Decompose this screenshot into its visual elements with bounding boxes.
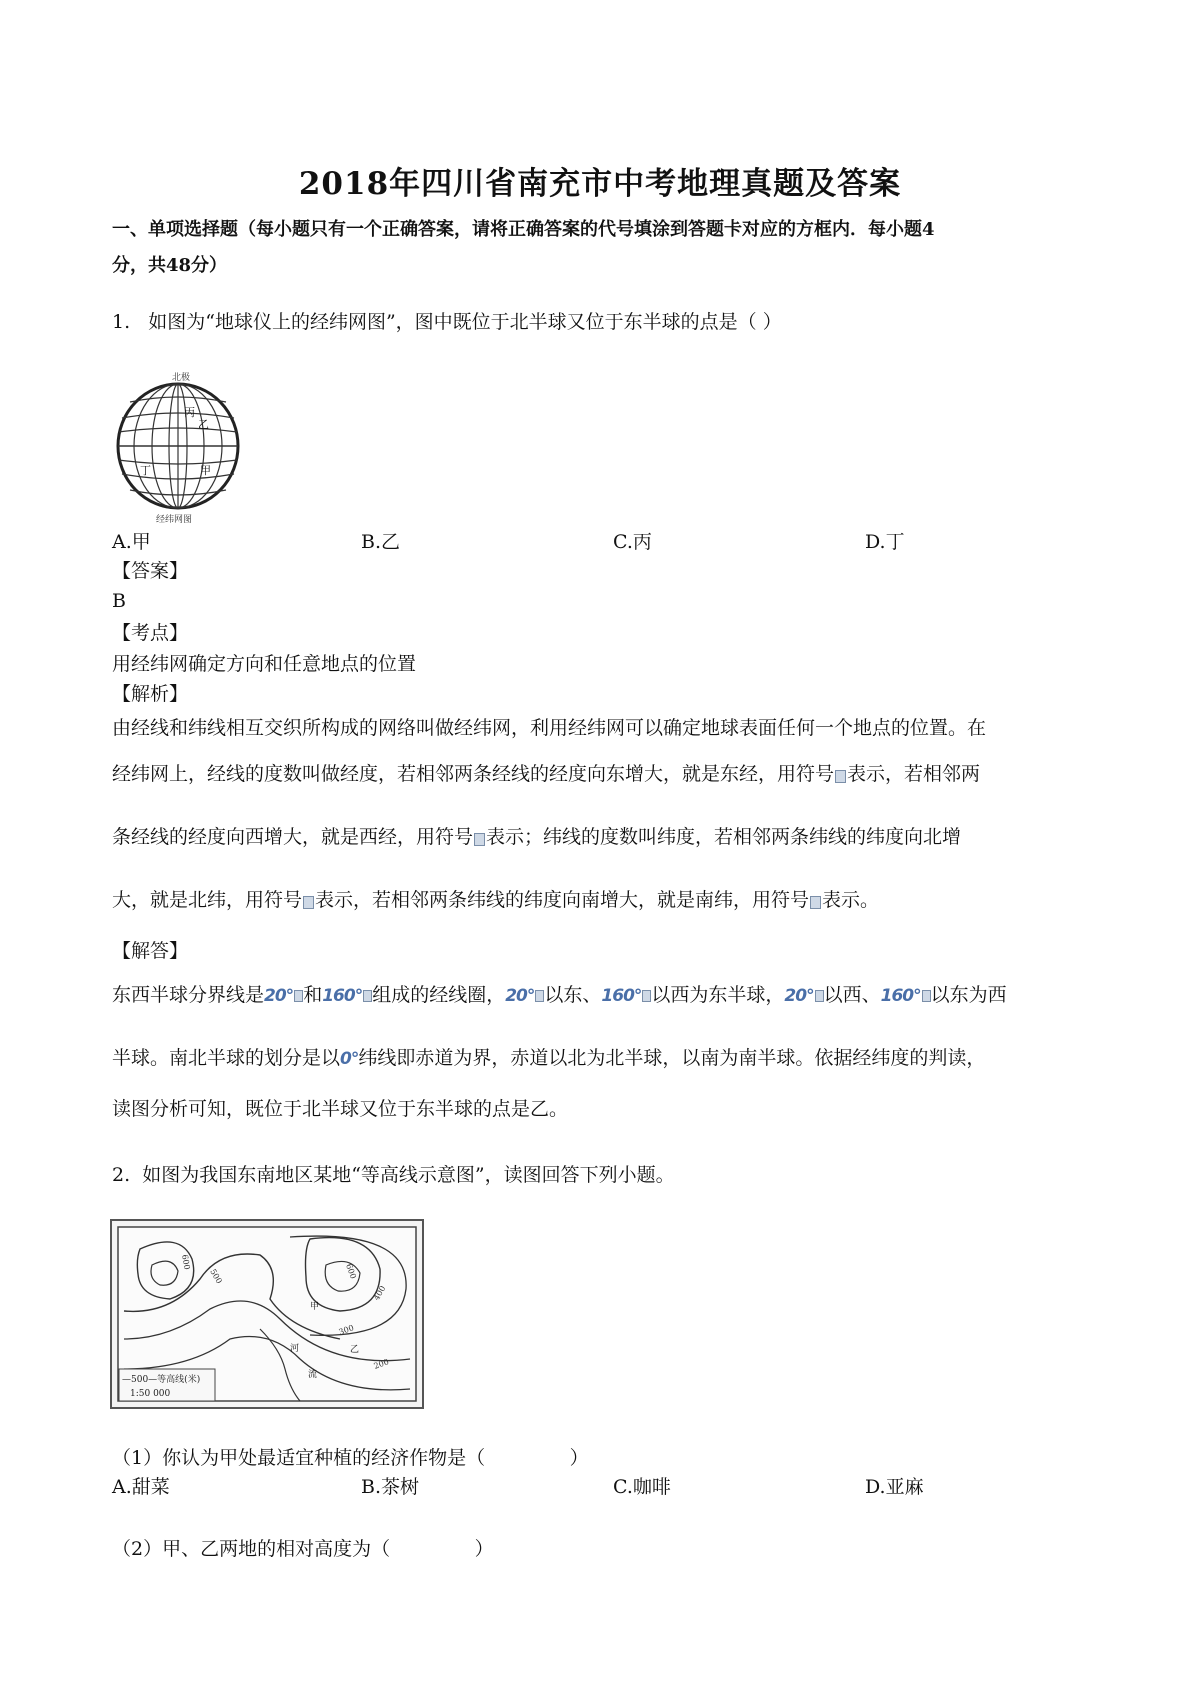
globe-label-ding: 丁 — [140, 464, 151, 477]
east-longitude-symbol-icon — [835, 770, 846, 783]
section-heading-line2: 分，共48分） — [112, 255, 228, 276]
q2-sub1-option-c: C.咖啡 — [613, 1476, 671, 1498]
q1-analysis-line3: 条经线的经度向西增大，就是西经，用符号 表示；纬线的度数叫纬度，若相邻两条纬线的纬度向北增 — [112, 826, 962, 848]
south-latitude-symbol-icon — [810, 896, 821, 909]
q1-analysis-line4: 大，就是北纬，用符号 表示，若相邻两条纬线的纬度向南增大，就是南纬，用符号 表示。 — [112, 889, 880, 911]
q1-option-d: D.丁 — [865, 531, 905, 553]
q2-stem: 2. 如图为我国东南地区某地“等高线示意图”，读图回答下列小题。 — [112, 1164, 675, 1186]
q1-solution-line3: 读图分析可知，既位于北半球又位于东半球的点是乙。 — [112, 1098, 569, 1120]
deg-160e-icon: 160° — [881, 986, 931, 1006]
section-heading-line1: 一、单项选择题（每小题只有一个正确答案，请将正确答案的代号填涂到答题卡对应的方框内．每小题4 — [112, 219, 935, 240]
q2-sub1-option-b: B.茶树 — [361, 1476, 420, 1498]
q1-solution-heading: 【解答】 — [112, 940, 189, 962]
svg-text:600: 600 — [344, 1262, 358, 1281]
q2-sub1-option-a: A.甜菜 — [112, 1476, 170, 1498]
q1-analysis-line1: 由经线和纬线相互交织所构成的网络叫做经纬网，利用经纬网可以确定地球表面任何一个地点的位置。在 — [112, 717, 987, 739]
contour-label-jia: 甲 — [310, 1302, 320, 1312]
contour-legend: —500—等高线(米) — [122, 1375, 201, 1385]
deg-0-icon: 0° — [340, 1049, 359, 1069]
svg-text:200: 200 — [372, 1357, 391, 1371]
svg-text:600: 600 — [180, 1253, 192, 1271]
globe-label-bing: 丙 — [184, 406, 195, 419]
q1-option-b: B.乙 — [361, 531, 401, 553]
q2-sub1-option-d: D.亚麻 — [865, 1476, 924, 1498]
contour-label-he: 河 — [290, 1344, 300, 1354]
north-latitude-symbol-icon — [303, 896, 314, 909]
deg-160e-icon: 160° — [322, 986, 372, 1006]
q1-option-a: A.甲 — [112, 531, 151, 553]
q1-answer: B — [112, 590, 126, 612]
q1-stem: 1. 如图为“地球仪上的经纬网图”，图中既位于北半球又位于东半球的点是（ ） — [112, 311, 782, 333]
globe-label-jia: 甲 — [200, 464, 211, 477]
q1-solution-line1: 东西半球分界线是20° 和160° 组成的经线圈，20° 以东、160° 以西为东半球，20° 以西、160° 以东为西 — [112, 984, 1007, 1006]
contour-map-figure — [110, 1219, 424, 1409]
q2-sub1: （1）你认为甲处最适宜种植的经济作物是（ ） — [112, 1447, 589, 1469]
globe-label-yi: 乙 — [198, 418, 209, 431]
deg-20e-icon: 20° — [264, 986, 303, 1006]
deg-20e-icon: 20° — [505, 986, 544, 1006]
west-longitude-symbol-icon — [474, 833, 485, 846]
q1-point: 用经纬网确定方向和任意地点的位置 — [112, 653, 417, 675]
q1-analysis-line2: 经纬网上，经线的度数叫做经度，若相邻两条经线的经度向东增大，就是东经，用符号 表示，若相邻两 — [112, 763, 981, 785]
globe-top-label: 北极 — [172, 373, 191, 383]
deg-20e-icon: 20° — [784, 986, 823, 1006]
svg-text:400: 400 — [371, 1284, 388, 1302]
q1-option-c: C.丙 — [613, 531, 652, 553]
q1-solution-line2: 半球。南北半球的划分是以0°纬线即赤道为界，赤道以北为北半球，以南为南半球。依据经纬度的判读， — [112, 1047, 986, 1069]
page-title: 2018年四川省南充市中考地理真题及答案 — [298, 166, 902, 202]
svg-text:500: 500 — [208, 1267, 224, 1286]
globe-grid-figure — [110, 368, 246, 524]
q1-point-heading: 【考点】 — [112, 622, 189, 644]
q1-analysis-heading: 【解析】 — [112, 683, 189, 705]
svg-text:300: 300 — [337, 1323, 356, 1337]
deg-160e-icon: 160° — [601, 986, 651, 1006]
contour-scale: 1:50 000 — [130, 1389, 171, 1399]
globe-caption: 经纬网图 — [156, 515, 193, 524]
q2-sub2: （2）甲、乙两地的相对高度为（ ） — [112, 1538, 494, 1560]
q1-answer-heading: 【答案】 — [112, 560, 189, 582]
contour-label-liu: 流 — [308, 1370, 318, 1380]
contour-label-yi: 乙 — [350, 1345, 360, 1355]
